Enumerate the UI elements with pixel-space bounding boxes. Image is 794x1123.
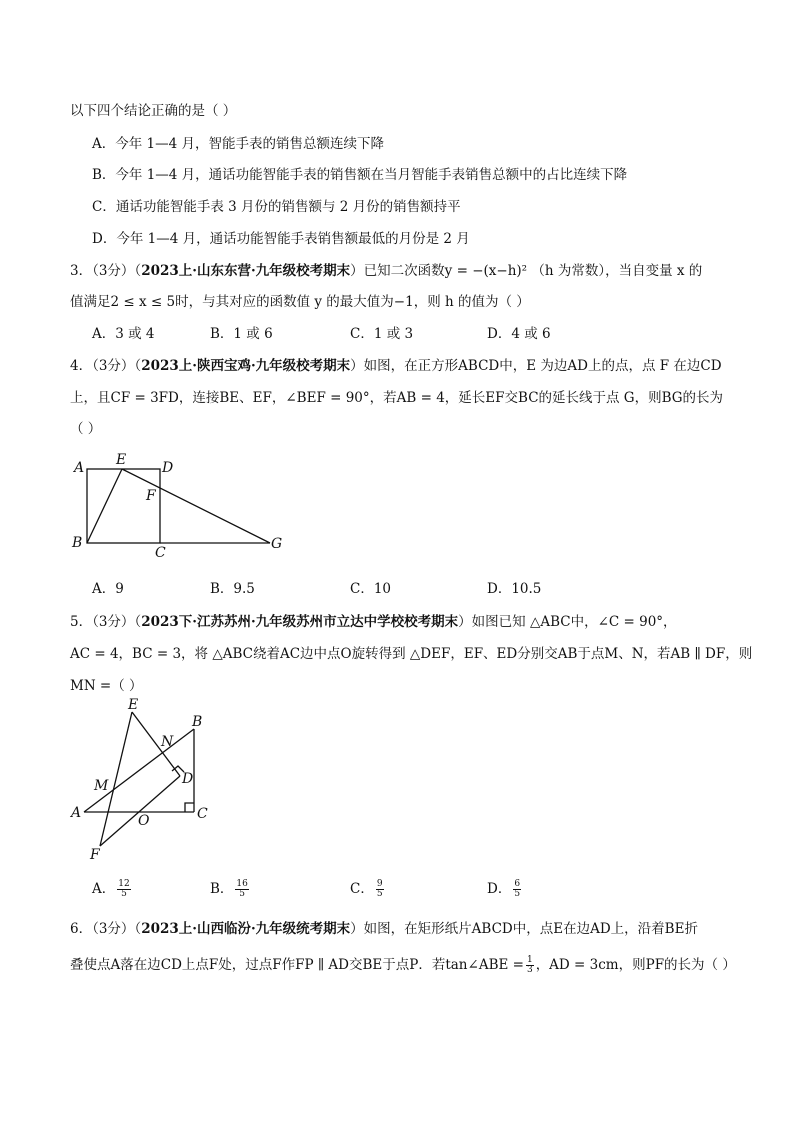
label-g: G	[271, 536, 283, 552]
q5-line1: 5．（3分）（2023下·江苏苏州·九年级苏州市立达中学校校考期末）如图已知 △ABC中，∠C = 90°，	[70, 614, 677, 630]
q2-option-a: A．今年 1—4 月，智能手表的销售总额连续下降	[92, 136, 385, 152]
q3-option-a: A．3 或 4	[92, 326, 155, 342]
tan-fraction: $\frac{1}{3}$	[526, 955, 533, 975]
q4-source: 2023上·陕西宝鸡·九年级校考期末	[141, 358, 351, 374]
q2-option-b: B．今年 1—4 月，通话功能智能手表的销售额在当月智能手表销售总额中的占比连续下降	[92, 167, 628, 183]
q4-option-d: D．10.5	[487, 581, 542, 597]
label-o: O	[138, 813, 150, 829]
segment-fd	[100, 776, 180, 846]
q3-line2: 值满足2 ≤ x ≤ 5时，与其对应的函数值 y 的最大值为−1，则 h 的值为（ ）	[70, 294, 530, 310]
label-a: A	[71, 805, 82, 821]
q6-source: 2023上·山西临汾·九年级统考期末	[141, 921, 351, 937]
question-stem: 以下四个结论正确的是（ ）	[70, 103, 237, 119]
q3-option-b: B．1 或 6	[210, 326, 273, 342]
q4-line3: （ ）	[70, 421, 102, 437]
q5-figure	[68, 696, 228, 866]
q5-option-d: D． $\frac{6}{5}$	[487, 879, 521, 899]
q5-line2: AC = 4，BC = 3，将 △ABC绕着AC边中点O旋转得到 △DEF，EF、ED分别交AB于点M、N，若AB ∥ DF，则	[70, 646, 753, 662]
label-b: B	[192, 714, 203, 730]
q5-option-c: C． $\frac{9}{5}$	[350, 879, 383, 899]
q3-option-d: D．4 或 6	[487, 326, 551, 342]
square-abcd	[87, 469, 160, 543]
q2-option-d: D．今年 1—4 月，通话功能智能手表销售额最低的月份是 2 月	[92, 231, 470, 247]
label-c: C	[197, 806, 208, 822]
label-d: D	[182, 771, 194, 787]
label-a: A	[74, 460, 85, 476]
q4-line1: 4．（3分）（2023上·陕西宝鸡·九年级校考期末）如图，在正方形ABCD中，E 为边AD上的点，点 F 在边CD	[70, 358, 722, 374]
q4-option-a: A．9	[92, 581, 124, 597]
label-b: B	[72, 535, 83, 551]
q6-line1: 6．（3分）（2023上·山西临汾·九年级统考期末）如图，在矩形纸片ABCD中，点E在边AD上，沿着BE折	[70, 921, 698, 937]
label-n: N	[161, 734, 174, 750]
q4-option-b: B．9.5	[210, 581, 255, 597]
label-e: E	[116, 452, 127, 468]
q6-line2: 叠使点A落在边CD上点F处，过点F作FP ∥ AD交BE于点P．若tan∠ABE = $\frac{1}{3}$ ，AD = 3cm，则PF的长为（ ）	[70, 955, 736, 975]
label-f: F	[90, 847, 100, 863]
q4-option-c: C．10	[350, 581, 392, 597]
q4-figure	[66, 450, 296, 560]
q3-line1: 3．（3分）（2023上·山东东营·九年级校考期末）已知二次函数y = −(x−h)² （h 为常数），当自变量 x 的	[70, 263, 703, 279]
label-d: D	[162, 460, 174, 476]
q3-option-c: C．1 或 3	[350, 326, 414, 342]
label-m: M	[94, 778, 109, 794]
q5-option-a: A． $\frac{12}{5}$	[92, 879, 130, 899]
right-angle-c	[185, 803, 194, 812]
q5-option-b: B． $\frac{16}{5}$	[210, 879, 248, 899]
q4-line2: 上，且CF = 3FD，连接BE、EF，∠BEF = 90°，若AB = 4，延长EF交BC的延长线于点 G，则BG的长为	[70, 390, 724, 406]
segment-ab	[84, 729, 194, 812]
q5-line3: MN =（ ）	[70, 678, 143, 694]
label-e: E	[128, 697, 139, 713]
q5-source: 2023下·江苏苏州·九年级苏州市立达中学校校考期末	[141, 614, 459, 630]
label-f: F	[146, 488, 156, 504]
label-c: C	[155, 545, 166, 560]
segment-be	[87, 469, 122, 543]
segment-eg	[122, 469, 270, 543]
q2-option-c: C．通话功能智能手表 3 月份的销售额与 2 月份的销售额持平	[92, 199, 461, 215]
q3-source: 2023上·山东东营·九年级校考期末	[141, 263, 351, 279]
